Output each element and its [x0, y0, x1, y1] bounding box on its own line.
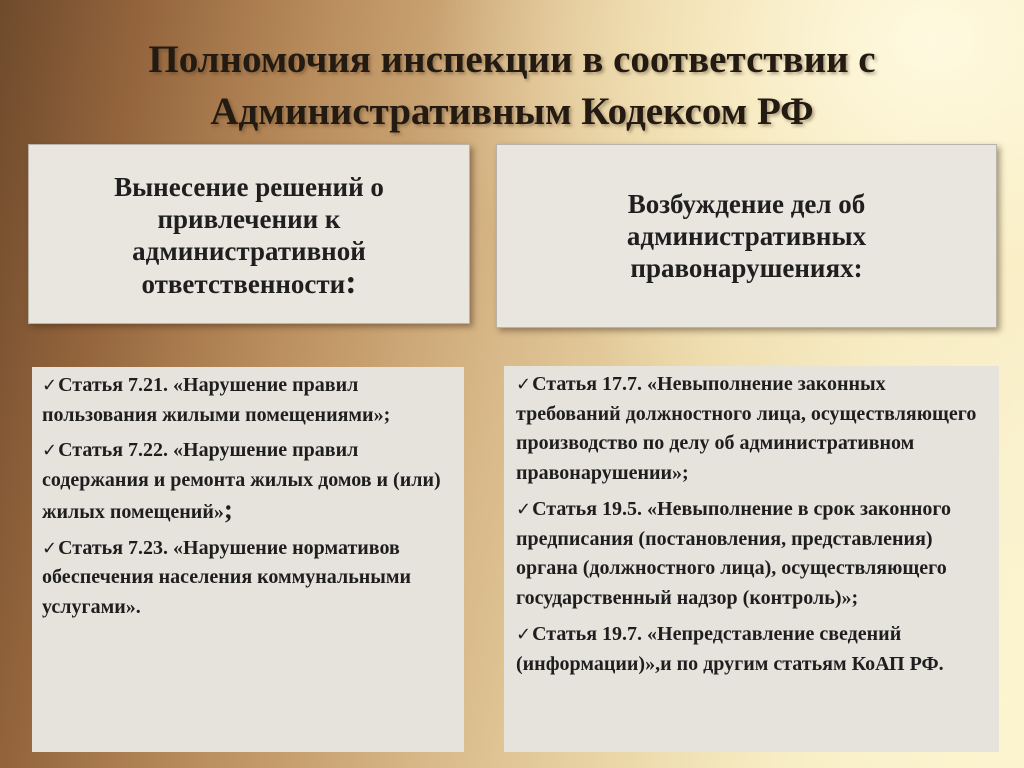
check-mark-icon: ✓: [516, 374, 532, 395]
list-item-text: Статья 17.7. «Невыполнение законных требований должностного лица, осуществляющего производство по делу об административном правонарушении»;: [516, 373, 977, 484]
list-item: [42, 534, 454, 623]
list-item-text: Статья 7.23. «Нарушение нормативов обеспечения населения коммунальными услугами».: [42, 536, 412, 618]
list-item-text: Статья 19.7. «Непредставление сведений (информации)»,и по другим статьям КоАП РФ: [516, 623, 939, 675]
list-item: [516, 370, 989, 488]
left-header-box: [28, 144, 470, 324]
right-header-text: Возбуждение дел об административных правонарушениях:: [626, 189, 867, 283]
check-mark-icon: ✓: [42, 375, 58, 396]
list-item-text: Статья 19.5. «Невыполнение в срок законного предписания (постановления, представления) органа (должностного лица), осуществляющего государственный надзор (контроль)»;: [516, 498, 951, 609]
list-item: [42, 436, 454, 528]
slide-title-line-2: Административным Кодексом РФ: [210, 90, 814, 133]
left-header-label: Вынесение решений о привлечении к административной ответственности: [114, 171, 384, 299]
list-item-tail: .: [938, 652, 944, 675]
list-item-text: Статья 7.22. «Нарушение правил содержания и ремонта жилых домов и (или) жилых помещений»: [42, 439, 441, 523]
right-article-list: [504, 366, 999, 752]
left-header-colon: :: [345, 263, 357, 301]
left-article-list: [32, 367, 464, 752]
check-mark-icon: ✓: [516, 624, 532, 645]
list-item-tail: ;: [223, 494, 233, 524]
list-item: [516, 495, 989, 613]
check-mark-icon: ✓: [42, 537, 58, 559]
check-mark-icon: ✓: [516, 499, 532, 520]
check-mark-icon: ✓: [42, 440, 58, 461]
list-item: [516, 620, 989, 679]
list-item-text: Статья 7.21. «Нарушение правил пользования жилыми помещениями»;: [42, 374, 391, 426]
left-header-text: [47, 171, 451, 300]
list-item: [42, 371, 454, 430]
slide-title: [0, 34, 1024, 138]
slide-title-line-1: Полномочия инспекции в соответствии с: [148, 38, 876, 81]
right-header-box: [496, 144, 997, 328]
